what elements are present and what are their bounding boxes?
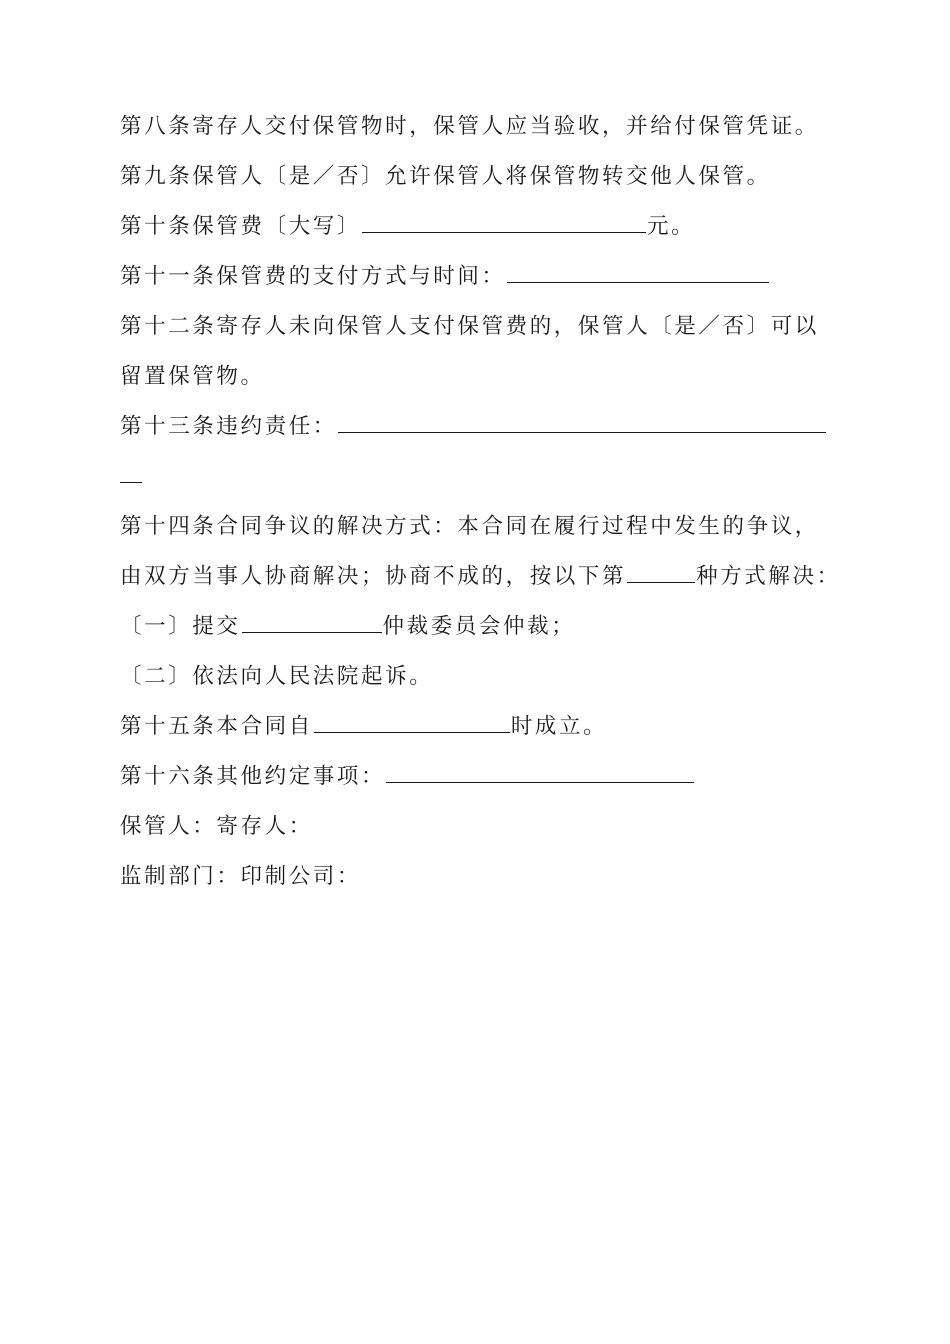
clause-12-text: 第十二条寄存人未向保管人支付保管费的，保管人〔是／否〕可以: [120, 314, 819, 339]
clause-16-text: 第十六条其他约定事项：: [120, 764, 386, 789]
clause-14-cont: [120, 562, 841, 592]
clause-14: [120, 512, 819, 542]
clause-14-text: 第十四条合同争议的解决方式：本合同在履行过程中发生的争议，: [120, 514, 819, 539]
clause-13-text: 第十三条违约责任：: [120, 414, 337, 439]
clause-12-cont: [120, 362, 265, 392]
clause-14-cont-text: 由双方当事人协商解决；协商不成的，按以下第: [120, 564, 627, 589]
clause-15-suffix: 时成立。: [510, 714, 608, 739]
clause-8-text: 第八条寄存人交付保管物时，保管人应当验收，并给付保管凭证。: [120, 114, 819, 139]
payment-method-blank[interactable]: [507, 264, 769, 283]
clause-12: [120, 312, 819, 342]
option-1-suffix: 仲裁委员会仲裁；: [382, 614, 576, 639]
clause-12-cont-text: 留置保管物。: [120, 364, 265, 389]
supervision-printing-text: 监制部门：印制公司：: [120, 864, 362, 889]
supervision-printing: [120, 862, 361, 892]
liability-blank[interactable]: [338, 414, 826, 433]
clause-16: [120, 762, 695, 792]
clause-10-suffix: 元。: [647, 214, 696, 239]
option-2: [120, 662, 433, 692]
clause-14-cont-suffix: 种方式解决：: [696, 564, 841, 589]
option-2-text: 〔二〕依法向人民法院起诉。: [120, 664, 434, 689]
clause-13: [120, 412, 827, 442]
clause-10-text: 第十条保管费〔大写〕: [120, 214, 362, 239]
fee-amount-blank[interactable]: [362, 214, 646, 233]
option-1: [120, 612, 575, 642]
clause-9: [120, 162, 771, 192]
clause-8: [120, 112, 819, 142]
clause-9-text: 第九条保管人〔是／否〕允许保管人将保管物转交他人保管。: [120, 164, 771, 189]
clause-11-text: 第十一条保管费的支付方式与时间：: [120, 264, 506, 289]
clause-15: [120, 712, 607, 742]
clause-11: [120, 262, 770, 292]
signature-parties-text: 保管人：寄存人：: [120, 814, 313, 839]
option-1-text: 〔一〕提交: [120, 614, 241, 639]
clause-13-cont: [120, 462, 143, 492]
clause-15-text: 第十五条本合同自: [120, 714, 313, 739]
resolution-method-blank[interactable]: [627, 564, 695, 583]
other-terms-blank[interactable]: [386, 764, 694, 783]
clause-10: [120, 212, 695, 242]
signature-parties: [120, 812, 313, 842]
effective-date-blank[interactable]: [314, 714, 510, 733]
liability-blank-cont[interactable]: [120, 464, 142, 483]
arbitration-committee-blank[interactable]: [242, 614, 382, 633]
